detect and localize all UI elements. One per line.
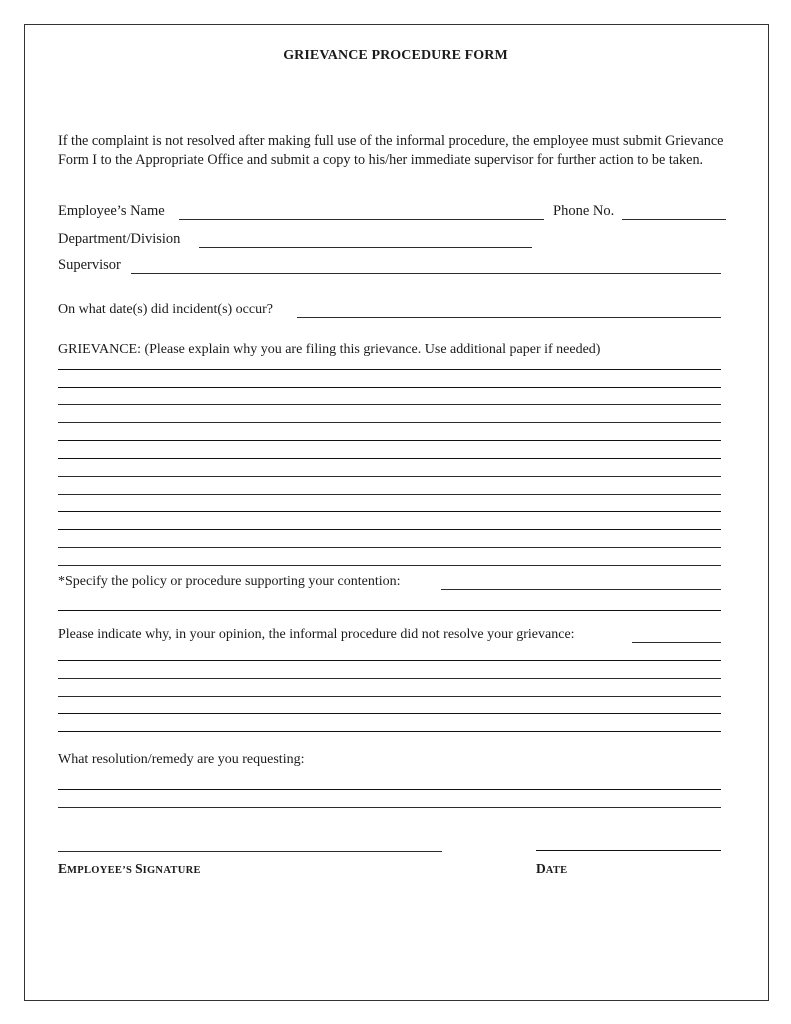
informal-line[interactable]: [58, 713, 721, 714]
incident-date-label: On what date(s) did incident(s) occur?: [58, 302, 273, 317]
informal-procedure-field[interactable]: [632, 642, 721, 643]
department-field[interactable]: [199, 247, 532, 248]
signature-caption-rest-2: IGNATURE: [142, 865, 201, 876]
grievance-line[interactable]: [58, 422, 721, 423]
page-border: [24, 24, 769, 1001]
resolution-line[interactable]: [58, 807, 721, 808]
signature-caption-rest-1: MPLOYEE’S: [67, 865, 136, 876]
informal-line[interactable]: [58, 731, 721, 732]
grievance-label: GRIEVANCE: (Please explain why you are filing this grievance. Use additional paper if needed): [58, 342, 601, 357]
policy-label: *Specify the policy or procedure supporting your contention:: [58, 574, 401, 589]
informal-line[interactable]: [58, 678, 721, 679]
signature-caption-initial-e: E: [58, 861, 68, 876]
date-caption: [536, 860, 567, 878]
grievance-line[interactable]: [58, 440, 721, 441]
grievance-line[interactable]: [58, 458, 721, 459]
phone-label: Phone No.: [553, 203, 615, 219]
incident-date-field[interactable]: [297, 317, 721, 318]
informal-procedure-label: Please indicate why, in your opinion, the informal procedure did not resolve your grievance:: [58, 627, 575, 642]
employee-name-field[interactable]: [179, 219, 544, 220]
grievance-line[interactable]: [58, 404, 721, 405]
intro-paragraph: If the complaint is not resolved after making full use of the informal procedure, the employee must submit Grievance Form I to the Appropriate Office and submit a copy to his/her immediate supervisor for further action to be taken.: [58, 133, 724, 168]
department-label: Department/Division: [58, 231, 181, 247]
policy-line[interactable]: [58, 610, 721, 611]
signature-caption-initial-s: S: [135, 861, 143, 876]
supervisor-field[interactable]: [131, 273, 721, 274]
grievance-line[interactable]: [58, 369, 721, 370]
grievance-line[interactable]: [58, 565, 721, 566]
date-field[interactable]: [536, 850, 721, 851]
supervisor-label: Supervisor: [58, 257, 121, 273]
resolution-label: What resolution/remedy are you requesting:: [58, 752, 305, 767]
grievance-line[interactable]: [58, 387, 721, 388]
grievance-line[interactable]: [58, 476, 721, 477]
signature-caption: [58, 860, 201, 878]
policy-field[interactable]: [441, 589, 721, 590]
form-title: GRIEVANCE PROCEDURE FORM: [283, 48, 508, 63]
grievance-line[interactable]: [58, 511, 721, 512]
resolution-line[interactable]: [58, 789, 721, 790]
phone-field[interactable]: [622, 219, 726, 220]
grievance-line[interactable]: [58, 529, 721, 530]
informal-line[interactable]: [58, 696, 721, 697]
grievance-line[interactable]: [58, 494, 721, 495]
date-caption-rest: ATE: [545, 865, 568, 876]
informal-line[interactable]: [58, 660, 721, 661]
employee-name-label: Employee’s Name: [58, 203, 165, 219]
signature-field[interactable]: [58, 851, 442, 852]
grievance-line[interactable]: [58, 547, 721, 548]
date-caption-initial: D: [536, 861, 546, 876]
